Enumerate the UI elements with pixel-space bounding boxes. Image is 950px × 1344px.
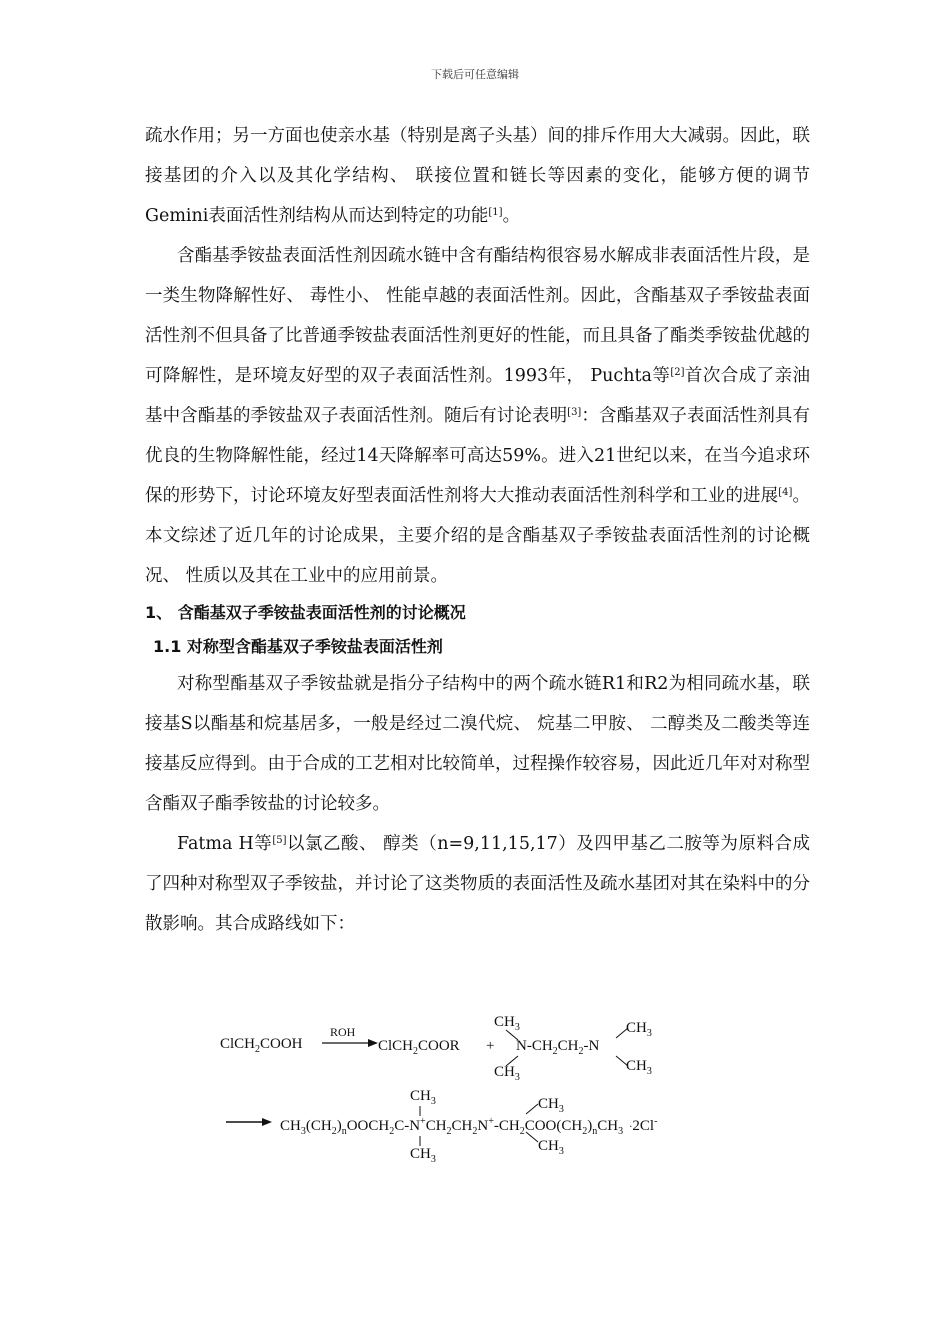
paragraph-text: ：含酯基双子表面活性剂具有优良的生物降解性能，经过14天降解率可高达59%。进入21世纪以来，在当今追求环保的形势下，讨论环境友好型表面活性剂将大大推动表面活性剂科学和工业的进展 xyxy=(145,406,811,506)
synthesis-scheme xyxy=(0,1002,950,1172)
document-body xyxy=(145,116,810,944)
product-gemini: $CH_3(CH_2)_nOOCH_2C-N^+CH_2CH_2N^+-CH_2COO(CH_2)_nCH_3$ ·2Cl- xyxy=(280,1116,658,1137)
methyl-group: $CH_3$ xyxy=(494,1064,520,1083)
methyl-group: $CH_3$ xyxy=(410,1088,436,1107)
bond xyxy=(526,1104,538,1114)
page-header: 下载后可任意编辑 xyxy=(431,68,519,81)
intermediate-ester: ClCH$_2$COOR xyxy=(378,1038,460,1057)
paragraph-text: 含酯基季铵盐表面活性剂因疏水链中含有酯结构很容易水解成非表面活性片段，是一类生物降解性好、 毒性小、 性能卓越的表面活性剂。因此，含酯基双子季铵盐表面活性剂不但具备了比普通季铵盐表面活性剂更好的性能，而且具备了酯类季铵盐优越的可降解性，是环境友好型的双子表面活性剂。1993年， Puchta等 xyxy=(145,246,810,386)
citation-5[interactable]: [5] xyxy=(272,835,287,846)
methyl-group: $CH_3$ xyxy=(538,1096,564,1115)
methyl-group: $CH_3$ xyxy=(410,1146,436,1165)
paragraph-text: 疏水作用；另一方面也使亲水基（特别是离子头基）间的排斥作用大大减弱。因此，联接基团的介入以及其化学结构、 联接位置和链长等因素的变化，能够方便的调节Gemini表面活性剂结构从而达到特定的功能 xyxy=(145,126,810,226)
arrowhead-2 xyxy=(262,1118,272,1126)
subsection-heading: 1.1 对称型含酯基双子季铵盐表面活性剂 xyxy=(153,637,443,656)
plus-sign: + xyxy=(486,1038,495,1054)
methyl-group: $CH_3$ xyxy=(538,1138,564,1157)
citation-2[interactable]: [2] xyxy=(670,367,685,378)
methyl-group: $CH_3$ xyxy=(626,1058,652,1077)
paragraph-2 xyxy=(145,236,810,596)
citation-3[interactable]: [3] xyxy=(567,407,582,418)
methyl-group: $CH_3$ xyxy=(626,1020,652,1039)
paragraph-text: 首次合成了亲油基中含酯基的季铵盐双子表面活性剂。随后有讨论表明 xyxy=(145,366,810,426)
arrowhead-1 xyxy=(368,1039,378,1047)
section-heading: 1、 含酯基双子季铵盐表面活性剂的讨论概况 xyxy=(145,603,466,622)
paragraph-text: Fatma H等 xyxy=(177,834,273,854)
paragraph-3: 对称型酯基双子季铵盐就是指分子结构中的两个疏水链R1和R2为相同疏水基，联接基S以酯基和烷基居多，一般是经过二溴代烷、 烷基二甲胺、 二醇类及二酸类等连接基反应得到。由于合成的工艺相对比较简单，过程操作较容易，因此近几年对对称型含酯双子酯季铵盐的讨论较多。 xyxy=(145,674,810,814)
citation-1[interactable]: [1] xyxy=(488,207,503,218)
paragraph-4 xyxy=(145,824,810,944)
paragraph-1 xyxy=(145,116,810,236)
reactant-chloroacetic-acid: ClCH$_2$COOH xyxy=(220,1036,303,1055)
paragraph-text: 以氯乙酸、 醇类（n=9,11,15,17）及四甲基乙二胺等为原料合成了四种对称型双子季铵盐，并讨论了这类物质的表面活性及疏水基团对其在染料中的分散影响。其合成路线如下： xyxy=(145,834,810,934)
reaction-diagram xyxy=(0,1002,950,1172)
paragraph-text: 。 xyxy=(502,206,521,226)
methyl-group: $CH_3$ xyxy=(494,1014,520,1033)
citation-4[interactable]: [4] xyxy=(778,487,793,498)
reagent-label: ROH xyxy=(330,1025,356,1039)
diamine: $N-CH_2CH_2-N$ xyxy=(516,1038,600,1057)
paragraph-text: 。本文综述了近几年的讨论成果，主要介绍的是含酯基双子季铵盐表面活性剂的讨论概况、 性质以及其在工业中的应用前景。 xyxy=(145,486,811,586)
